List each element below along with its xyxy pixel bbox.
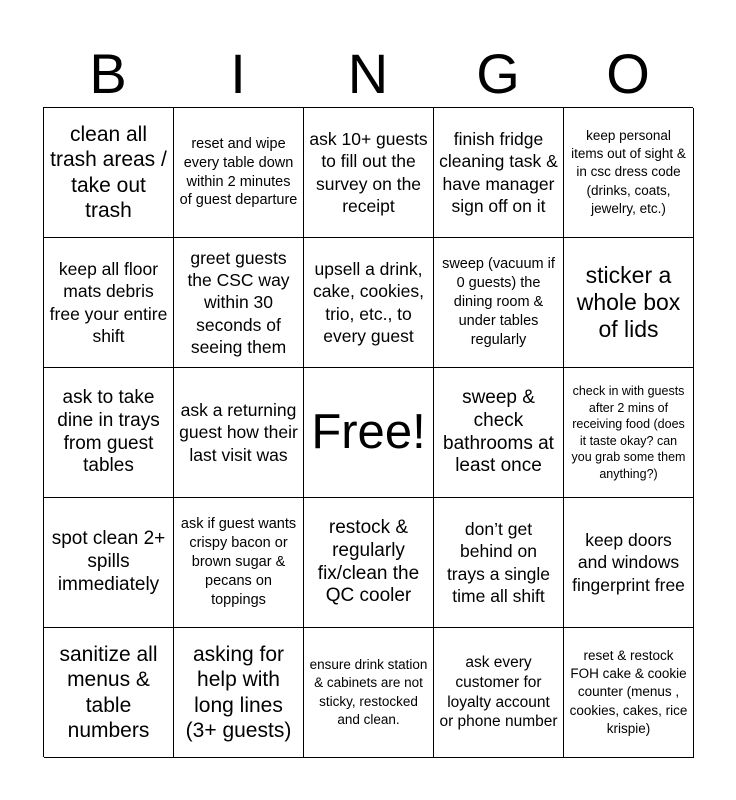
cell-text: reset and wipe every table down within 2 minutes of guest departure xyxy=(179,135,298,209)
header-letter-g: G xyxy=(476,42,520,105)
bingo-cell-i4[interactable] xyxy=(174,498,304,628)
cell-text: sweep (vacuum if 0 guests) the dining room & under tables regularly xyxy=(442,256,555,348)
cell-text: asking for help with long lines (3+ guests) xyxy=(185,643,292,742)
bingo-cell-n2[interactable] xyxy=(304,238,434,368)
bingo-cell-o1[interactable] xyxy=(564,108,694,238)
cell-text: ask to take dine in trays from guest tables xyxy=(57,386,160,477)
cell-text: ensure drink station & cabinets are not sticky, restocked and clean. xyxy=(309,657,428,727)
bingo-cell-g4[interactable] xyxy=(434,498,564,628)
bingo-cell-o3[interactable] xyxy=(564,368,694,498)
bingo-cell-b5[interactable] xyxy=(44,628,174,758)
header-letter-o: O xyxy=(606,42,650,105)
cell-text: sanitize all menus & table numbers xyxy=(59,643,158,742)
bingo-cell-n4[interactable] xyxy=(304,498,434,628)
bingo-cell-o4[interactable] xyxy=(564,498,694,628)
cell-text: ask if guest wants crispy bacon or brown sugar & pecans on toppings xyxy=(180,516,297,608)
bingo-cell-b2[interactable] xyxy=(44,238,174,368)
cell-text: check in with guests after 2 mins of receiving food (does it taste okay? can you grab some them anything?) xyxy=(571,384,686,481)
bingo-cell-i3[interactable] xyxy=(174,368,304,498)
cell-text: don’t get behind on trays a single time all shift xyxy=(446,519,551,606)
bingo-cell-n1[interactable] xyxy=(304,108,434,238)
cell-text: keep doors and windows fingerprint free xyxy=(572,530,685,595)
cell-text: spot clean 2+ spills immediately xyxy=(51,528,166,595)
bingo-cell-b1[interactable] xyxy=(44,108,174,238)
cell-text: sticker a whole box of lids xyxy=(576,261,681,343)
bingo-cell-o5[interactable] xyxy=(564,628,694,758)
cell-text: reset & restock FOH cake & cookie counter (menus , cookies, cakes, rice krispie) xyxy=(569,647,688,736)
cell-text: keep personal items out of sight & in csc dress code (drinks, coats, jewelry, etc.) xyxy=(571,127,686,216)
bingo-cell-n3-free[interactable] xyxy=(304,368,434,498)
cell-text: ask 10+ guests to fill out the survey on the receipt xyxy=(309,129,428,216)
bingo-cell-i2[interactable] xyxy=(174,238,304,368)
header-letter-b: B xyxy=(89,42,127,105)
bingo-cell-g5[interactable] xyxy=(434,628,564,758)
bingo-cell-b4[interactable] xyxy=(44,498,174,628)
bingo-cell-o2[interactable] xyxy=(564,238,694,368)
bingo-header xyxy=(43,42,693,106)
free-space-text: Free! xyxy=(311,404,426,459)
bingo-cell-g1[interactable] xyxy=(434,108,564,238)
bingo-grid xyxy=(43,107,693,757)
cell-text: sweep & check bathrooms at least once xyxy=(443,386,554,477)
bingo-cell-g2[interactable] xyxy=(434,238,564,368)
bingo-cell-g3[interactable] xyxy=(434,368,564,498)
cell-text: ask every customer for loyalty account or phone number xyxy=(439,654,558,731)
bingo-cell-i1[interactable] xyxy=(174,108,304,238)
cell-text: ask a returning guest how their last visit was xyxy=(179,400,298,465)
cell-text: finish fridge cleaning task & have manager sign off on it xyxy=(439,129,558,216)
header-letter-i: I xyxy=(230,42,246,105)
bingo-cell-n5[interactable] xyxy=(304,628,434,758)
header-letter-n: N xyxy=(347,42,389,105)
bingo-cell-b3[interactable] xyxy=(44,368,174,498)
cell-text: keep all floor mats debris free your entire shift xyxy=(49,259,168,346)
cell-text: upsell a drink, cake, cookies, trio, etc., to every guest xyxy=(313,259,424,346)
cell-text: restock & regularly fix/clean the QC cooler xyxy=(317,516,420,607)
cell-text: greet guests the CSC way within 30 seconds of seeing them xyxy=(187,247,290,357)
cell-text: clean all trash areas / take out trash xyxy=(50,123,167,222)
bingo-cell-i5[interactable] xyxy=(174,628,304,758)
